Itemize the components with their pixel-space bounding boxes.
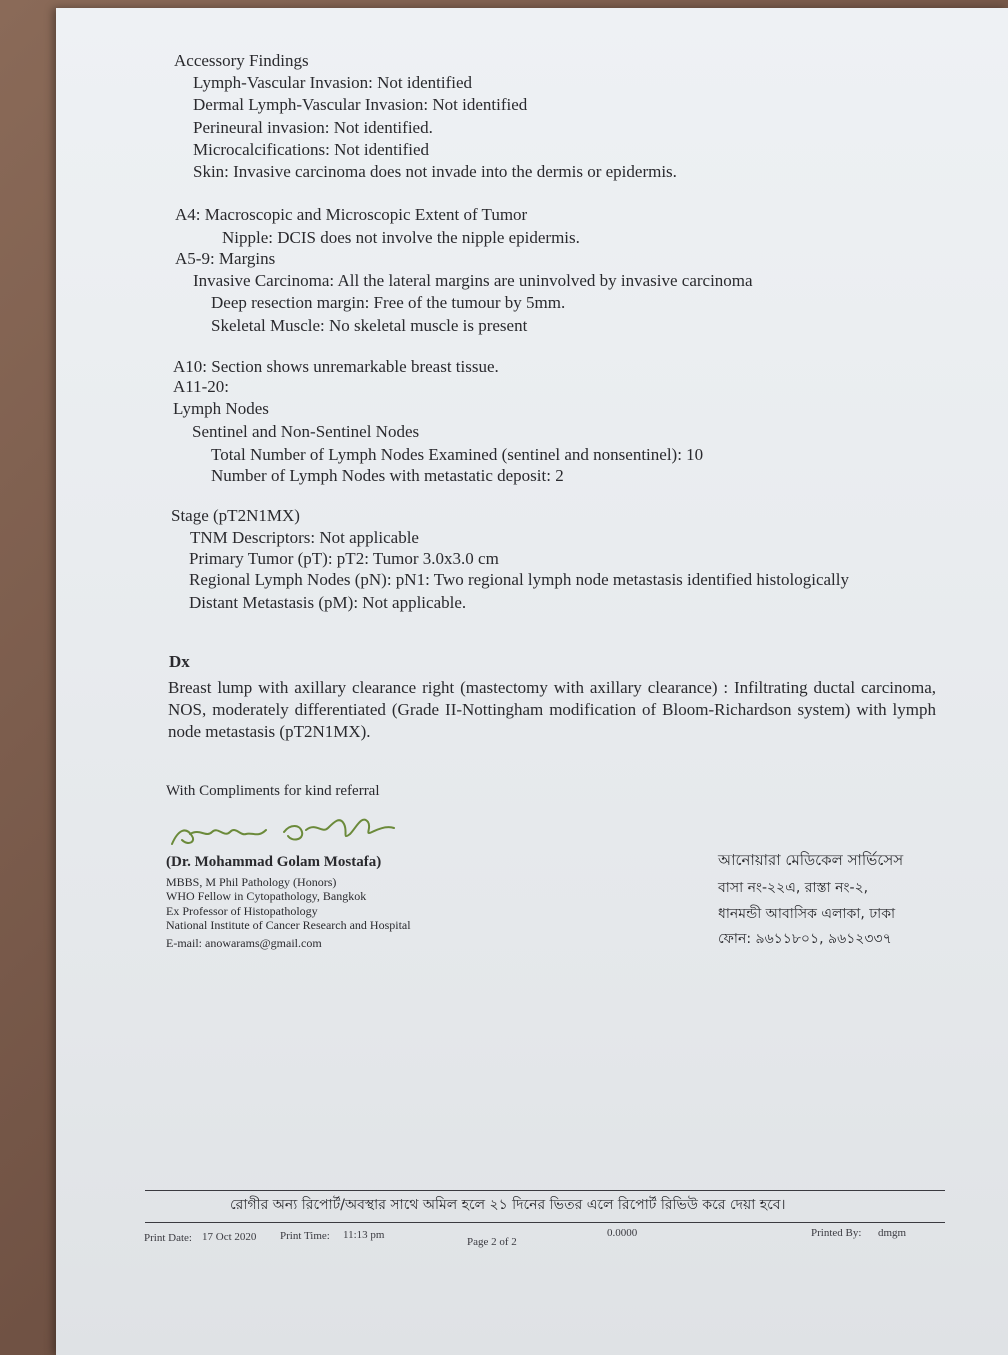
nipple-line: Nipple: DCIS does not involve the nipple epidermis. xyxy=(222,228,580,247)
tnm-line: TNM Descriptors: Not applicable xyxy=(190,528,419,547)
regional-nodes-line: Regional Lymph Nodes (pN): pN1: Two regional lymph node metastasis identified histologically xyxy=(189,570,849,589)
doctor-institute: National Institute of Cancer Research and Hospital xyxy=(166,918,411,932)
footer-rule-top xyxy=(145,1190,945,1191)
amount-value: 0.0000 xyxy=(607,1227,638,1239)
dx-heading: Dx xyxy=(169,652,190,671)
print-date-label: Print Date: xyxy=(144,1232,192,1244)
deep-margin-line: Deep resection margin: Free of the tumour by 5mm. xyxy=(211,293,566,312)
doctor-email: E-mail: anowarams@gmail.com xyxy=(166,936,322,950)
skeletal-line: Skeletal Muscle: No skeletal muscle is present xyxy=(211,316,528,335)
lymph-total-line: Total Number of Lymph Nodes Examined (sentinel and nonsentinel): 10 xyxy=(211,445,704,464)
invasive-margin-line: Invasive Carcinoma: All the lateral margins are uninvolved by invasive carcinoma xyxy=(193,271,753,290)
distant-metastasis-line: Distant Metastasis (pM): Not applicable. xyxy=(189,593,467,612)
dlvi-line: Dermal Lymph-Vascular Invasion: Not identified xyxy=(193,95,528,114)
stage-heading: Stage (pT2N1MX) xyxy=(171,506,300,525)
perineural-line: Perineural invasion: Not identified. xyxy=(193,118,433,137)
clinic-name: আনোয়ারা মেডিকেল সার্ভিসেস xyxy=(718,851,904,869)
signature-image xyxy=(166,808,406,852)
doctor-professor: Ex Professor of Histopathology xyxy=(166,904,318,918)
a10-line: A10: Section shows unremarkable breast tissue. xyxy=(173,357,499,376)
skin-line: Skin: Invasive carcinoma does not invade into the dermis or epidermis. xyxy=(193,162,677,181)
clinic-address-1: বাসা নং-২২এ, রাস্তা নং-২, xyxy=(718,880,869,896)
doctor-name: (Dr. Mohammad Golam Mostafa) xyxy=(166,854,382,870)
compliments-line: With Compliments for kind referral xyxy=(166,783,380,799)
footer-rule-bottom xyxy=(145,1222,945,1223)
a11-line: A11-20: xyxy=(173,377,230,396)
primary-tumor-line: Primary Tumor (pT): pT2: Tumor 3.0x3.0 cm xyxy=(189,549,499,568)
print-date-value: 17 Oct 2020 xyxy=(202,1231,257,1243)
printed-by-label: Printed By: xyxy=(811,1227,862,1239)
accessory-heading: Accessory Findings xyxy=(174,51,309,70)
page-number: Page 2 of 2 xyxy=(467,1236,517,1248)
doctor-degree: MBBS, M Phil Pathology (Honors) xyxy=(166,875,337,889)
review-notice: রোগীর অন্য রিপোর্ট/অবস্থার সাথে অমিল হলে ২১ দিনের ভিতর এলে রিপোর্ট রিভিউ করে দেয়া হবে। xyxy=(230,1197,786,1213)
a4-heading: A4: Macroscopic and Microscopic Extent of Tumor xyxy=(175,205,528,224)
lymph-heading: Lymph Nodes xyxy=(173,399,269,418)
clinic-phone: ফোন: ৯৬১১৮০১, ৯৬১২৩৩৭ xyxy=(718,931,892,947)
lvi-line: Lymph-Vascular Invasion: Not identified xyxy=(193,73,473,92)
lymph-metastatic-line: Number of Lymph Nodes with metastatic deposit: 2 xyxy=(211,466,564,485)
printed-by-value: dmgm xyxy=(878,1227,907,1239)
print-time-label: Print Time: xyxy=(280,1230,330,1242)
doctor-fellow: WHO Fellow in Cytopathology, Bangkok xyxy=(166,889,367,903)
lymph-subheading: Sentinel and Non-Sentinel Nodes xyxy=(192,422,420,441)
print-time-value: 11:13 pm xyxy=(343,1229,385,1241)
dx-paragraph: Breast lump with axillary clearance right (mastectomy with axillary clearance) : Infiltrating ductal carcinoma, NOS, moderately differentiated (Grade II-Nottingham modification of Bloom-Richardson system) with lymph node metastasis (pT2N1MX). xyxy=(168,678,936,741)
a5-heading: A5-9: Margins xyxy=(175,249,276,268)
clinic-address-2: ধানমন্ডী আবাসিক এলাকা, ঢাকা xyxy=(718,906,896,922)
microcalc-line: Microcalcifications: Not identified xyxy=(193,140,430,159)
